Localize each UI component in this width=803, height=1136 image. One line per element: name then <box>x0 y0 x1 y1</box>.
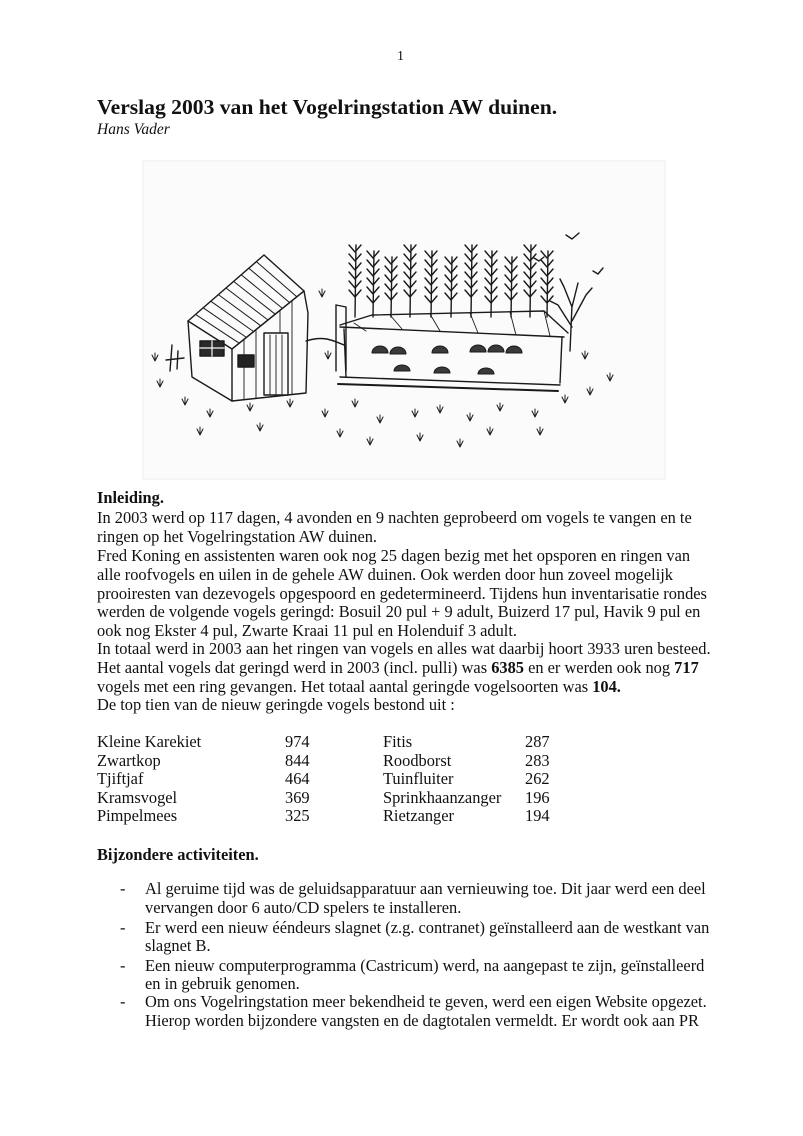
table-row <box>0 806 803 825</box>
list-item-line: Al geruime tijd was de geluidsapparatuur aan vernieuwing toe. Dit jaar werd een deel <box>145 879 706 898</box>
author-name: Hans Vader <box>97 121 170 138</box>
species-count: 283 <box>525 751 550 770</box>
page-number: 1 <box>397 49 404 64</box>
bullet-marker: - <box>120 992 126 1011</box>
ringing-station-illustration <box>140 155 670 485</box>
intro-species-line <box>97 677 621 696</box>
species-name: Tjiftjaf <box>97 769 144 788</box>
recaptured-total: 717 <box>674 658 699 677</box>
intro-line: alle roofvogels en uilen in de gehele AW duinen. Ook werden door hun zoveel mogelijk <box>97 565 673 584</box>
species-name: Rietzanger <box>383 806 454 825</box>
species-name: Fitis <box>383 732 413 751</box>
totals-text: en er werden ook nog <box>523 658 675 677</box>
bullet-marker: - <box>120 918 126 937</box>
species-name: Zwartkop <box>97 751 161 770</box>
list-item-line: en in gebruik genomen. <box>145 974 300 993</box>
shed-opening <box>238 355 254 367</box>
species-name: Kleine Karekiet <box>97 732 202 751</box>
table-row <box>0 769 803 788</box>
species-name: Pimpelmees <box>97 806 178 825</box>
species-name: Kramsvogel <box>97 788 178 807</box>
report-title: Verslag 2003 van het Vogelringstation AW duinen. <box>97 95 558 119</box>
species-count: 464 <box>285 769 310 788</box>
totals-text: Het aantal vogels dat geringd werd in 2003 (incl. pulli) was <box>97 658 492 677</box>
species-count: 974 <box>285 732 310 751</box>
list-item-line: vervangen door 6 auto/CD spelers te installeren. <box>145 898 462 917</box>
intro-line: werden de volgende vogels geringd: Bosuil 20 pul + 9 adult, Buizerd 17 pul, Havik 9 pul en <box>97 602 701 621</box>
bullet-marker: - <box>120 879 126 898</box>
species-count: 369 <box>285 788 310 807</box>
bullet-marker: - <box>120 956 126 975</box>
intro-line: ook nog Ekster 4 pul, Zwarte Kraai 11 pul en Holenduif 3 adult. <box>97 621 517 640</box>
species-count: 196 <box>525 788 550 807</box>
species-count: 844 <box>285 751 310 770</box>
table-row <box>0 751 803 770</box>
list-item-line: Een nieuw computerprogramma (Castricum) werd, na aangepast te zijn, geïnstalleerd <box>145 956 705 975</box>
species-name: Roodborst <box>383 751 452 770</box>
section-heading-activities: Bijzondere activiteiten. <box>97 845 259 864</box>
species-count: 194 <box>525 806 550 825</box>
species-count: 262 <box>525 769 550 788</box>
species-name: Tuinfluiter <box>383 769 454 788</box>
top-ten-intro: De top tien van de nieuw geringde vogels bestond uit : <box>97 695 455 714</box>
intro-line: ringen op het Vogelringstation AW duinen. <box>97 527 378 546</box>
table-row <box>0 732 803 751</box>
species-count: 325 <box>285 806 310 825</box>
species-name: Sprinkhaanzanger <box>383 788 502 807</box>
list-item-line: Om ons Vogelringstation meer bekendheid te geven, werd een eigen Website opgezet. <box>145 992 707 1011</box>
intro-line: In 2003 werd op 117 dagen, 4 avonden en 9 nachten geprobeerd om vogels te vangen en te <box>97 508 692 527</box>
species-count: 287 <box>525 732 550 751</box>
intro-totals-line <box>97 658 699 677</box>
intro-line: prooiresten van dezevogels opgespoord en gedetermineerd. Tijdens hun inventarisatie rondes <box>97 584 707 603</box>
ringed-total: 6385 <box>491 658 524 677</box>
intro-line: Fred Koning en assistenten waren ook nog 25 dagen bezig met het opsporen en ringen van <box>97 546 691 565</box>
intro-line: In totaal werd in 2003 aan het ringen van vogels en alles wat daarbij hoort 3933 uren besteed. <box>97 639 711 658</box>
species-total: 104. <box>592 677 621 696</box>
list-item-line: Er werd een nieuw ééndeurs slagnet (z.g. contranet) geïnstalleerd aan de westkant van <box>145 918 710 937</box>
species-text: vogels met een ring gevangen. Het totaal aantal geringde vogelsoorten was <box>97 677 593 696</box>
list-item-line: slagnet B. <box>145 936 211 955</box>
table-row <box>0 788 803 807</box>
section-heading-intro: Inleiding. <box>97 488 164 507</box>
list-item-line: Hierop worden bijzondere vangsten en de dagtotalen vermeldt. Er wordt ook aan PR <box>145 1011 699 1030</box>
